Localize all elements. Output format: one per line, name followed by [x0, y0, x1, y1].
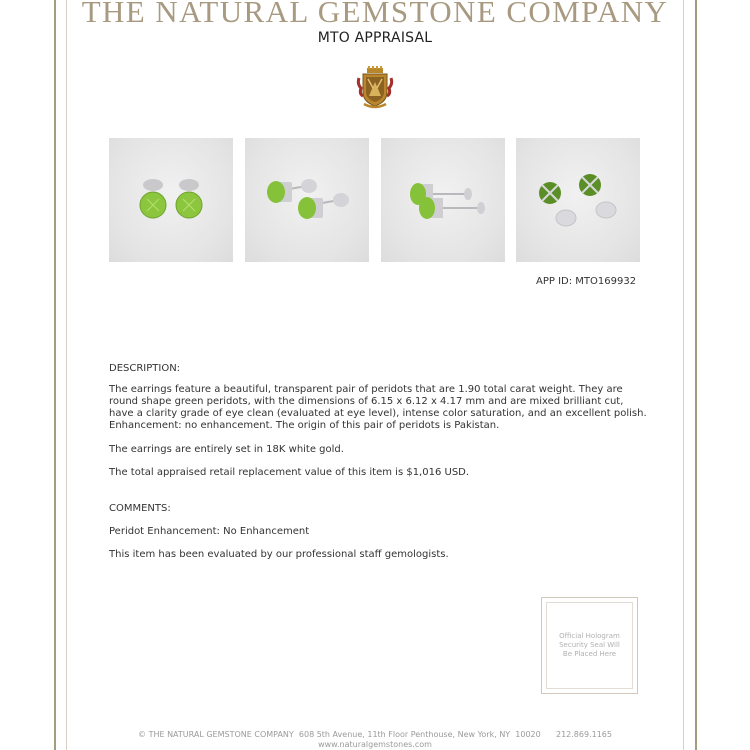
comment-enhancement: Peridot Enhancement: No Enhancement — [109, 526, 310, 537]
page-border-outer-right — [695, 0, 697, 750]
earring-image — [381, 138, 505, 262]
comment-evaluation: This item has been evaluated by our professional staff gemologists. — [109, 549, 449, 560]
footer-address: © THE NATURAL GEMSTONE COMPANY 608 5th Avenue, 11th Floor Penthouse, New York, NY 10020 212.869.1165 — [138, 730, 612, 739]
photo-earrings-front-view[interactable] — [109, 138, 233, 262]
earring-image — [245, 138, 369, 262]
photo-earrings-back-view[interactable] — [516, 138, 640, 262]
company-crest-icon — [356, 66, 394, 110]
earring-image — [516, 138, 640, 262]
description-body: The earrings feature a beautiful, transparent pair of peridots that are 1.90 total carat weight. They are round shape green peridots, with the dimensions of 6.15 x 6.12 x 4.17 mm and are mixed brilliant cut, have a clarity grade of eye clean (evaluated at eye level), intense color saturation, and an excellent polish. Enhancement: no enhancement. The origin of this pair of peridots is Pakistan. — [109, 384, 647, 431]
appraisal-id: APP ID: MTO169932 — [536, 276, 637, 287]
document-title: MTO APPRAISAL — [317, 30, 433, 46]
hologram-seal-placeholder — [546, 602, 633, 689]
hologram-seal-text: Official Hologram Security Seal Will Be Placed Here — [559, 632, 620, 658]
description-heading: DESCRIPTION: — [109, 363, 181, 374]
photo-earrings-side-view[interactable] — [381, 138, 505, 262]
photo-earrings-angled-view[interactable] — [245, 138, 369, 262]
earring-image — [109, 138, 233, 262]
appraised-value: The total appraised retail replacement value of this item is $1,016 USD. — [109, 467, 470, 478]
comments-heading: COMMENTS: — [109, 503, 171, 514]
setting-statement: The earrings are entirely set in 18K white gold. — [109, 444, 344, 455]
page-border-outer-left — [54, 0, 56, 750]
company-name: THE NATURAL GEMSTONE COMPANY — [81, 0, 669, 29]
page-border-inner-left — [66, 0, 67, 750]
page-border-inner-right — [683, 0, 684, 750]
footer-website-link[interactable]: www.naturalgemstones.com — [318, 740, 432, 749]
